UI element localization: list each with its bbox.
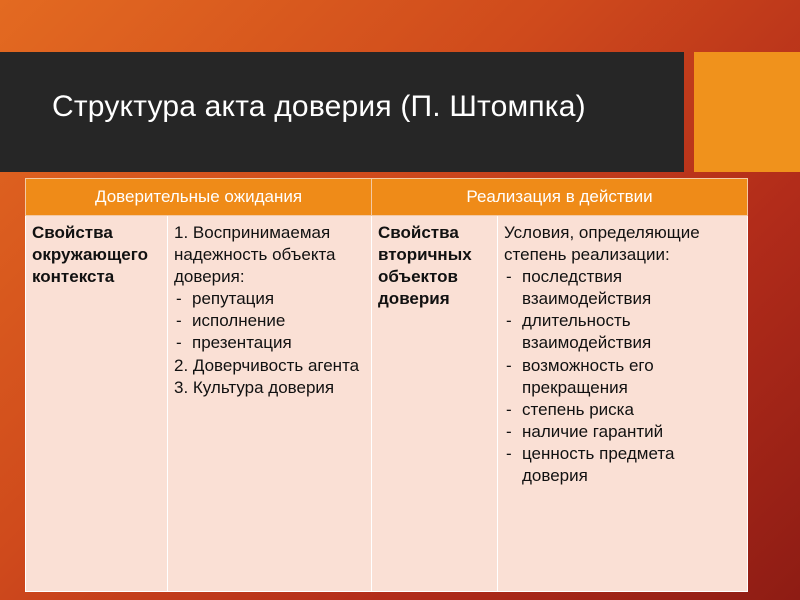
slide-title: Структура акта доверия (П. Штомпка) [52,90,586,123]
conditions-intro-text: Условия, определяющие степень реализации: [504,223,700,265]
header-realization-in-action: Реализация в действии [372,179,748,216]
list-item: - исполнение [174,310,365,332]
reliability-bullet-list [174,288,365,354]
conditions-bullet-list [504,266,741,487]
list-item: - длительность взаимодействия [504,310,741,354]
trust-culture-text: 3. Культура доверия [174,377,335,397]
perceived-reliability-text: 1. Воспринимаемая надежность объекта доверия: [174,223,336,287]
list-item: - репутация [174,288,365,310]
list-item: - возможность его прекращения [504,355,741,399]
trust-structure-table [25,178,748,592]
accent-block [694,52,800,172]
list-item: - ценность предмета доверия [504,443,741,487]
table-row [26,216,748,592]
header-trust-expectations: Доверительные ожидания [26,179,372,216]
list-item: - наличие гарантий [504,421,741,443]
list-item: - степень риска [504,399,741,421]
agent-trustfulness-text: 2. Доверчивость агента [174,355,360,375]
list-item: - презентация [174,332,365,354]
cell-context-properties: Свойства окружающего контекста [26,216,168,592]
cell-expectations-list [168,216,372,592]
cell-secondary-objects: Свойства вторичных объектов доверия [372,216,498,592]
cell-realization-conditions [498,216,748,592]
table-header-row [26,179,748,216]
list-item: - последствия взаимодействия [504,266,741,310]
